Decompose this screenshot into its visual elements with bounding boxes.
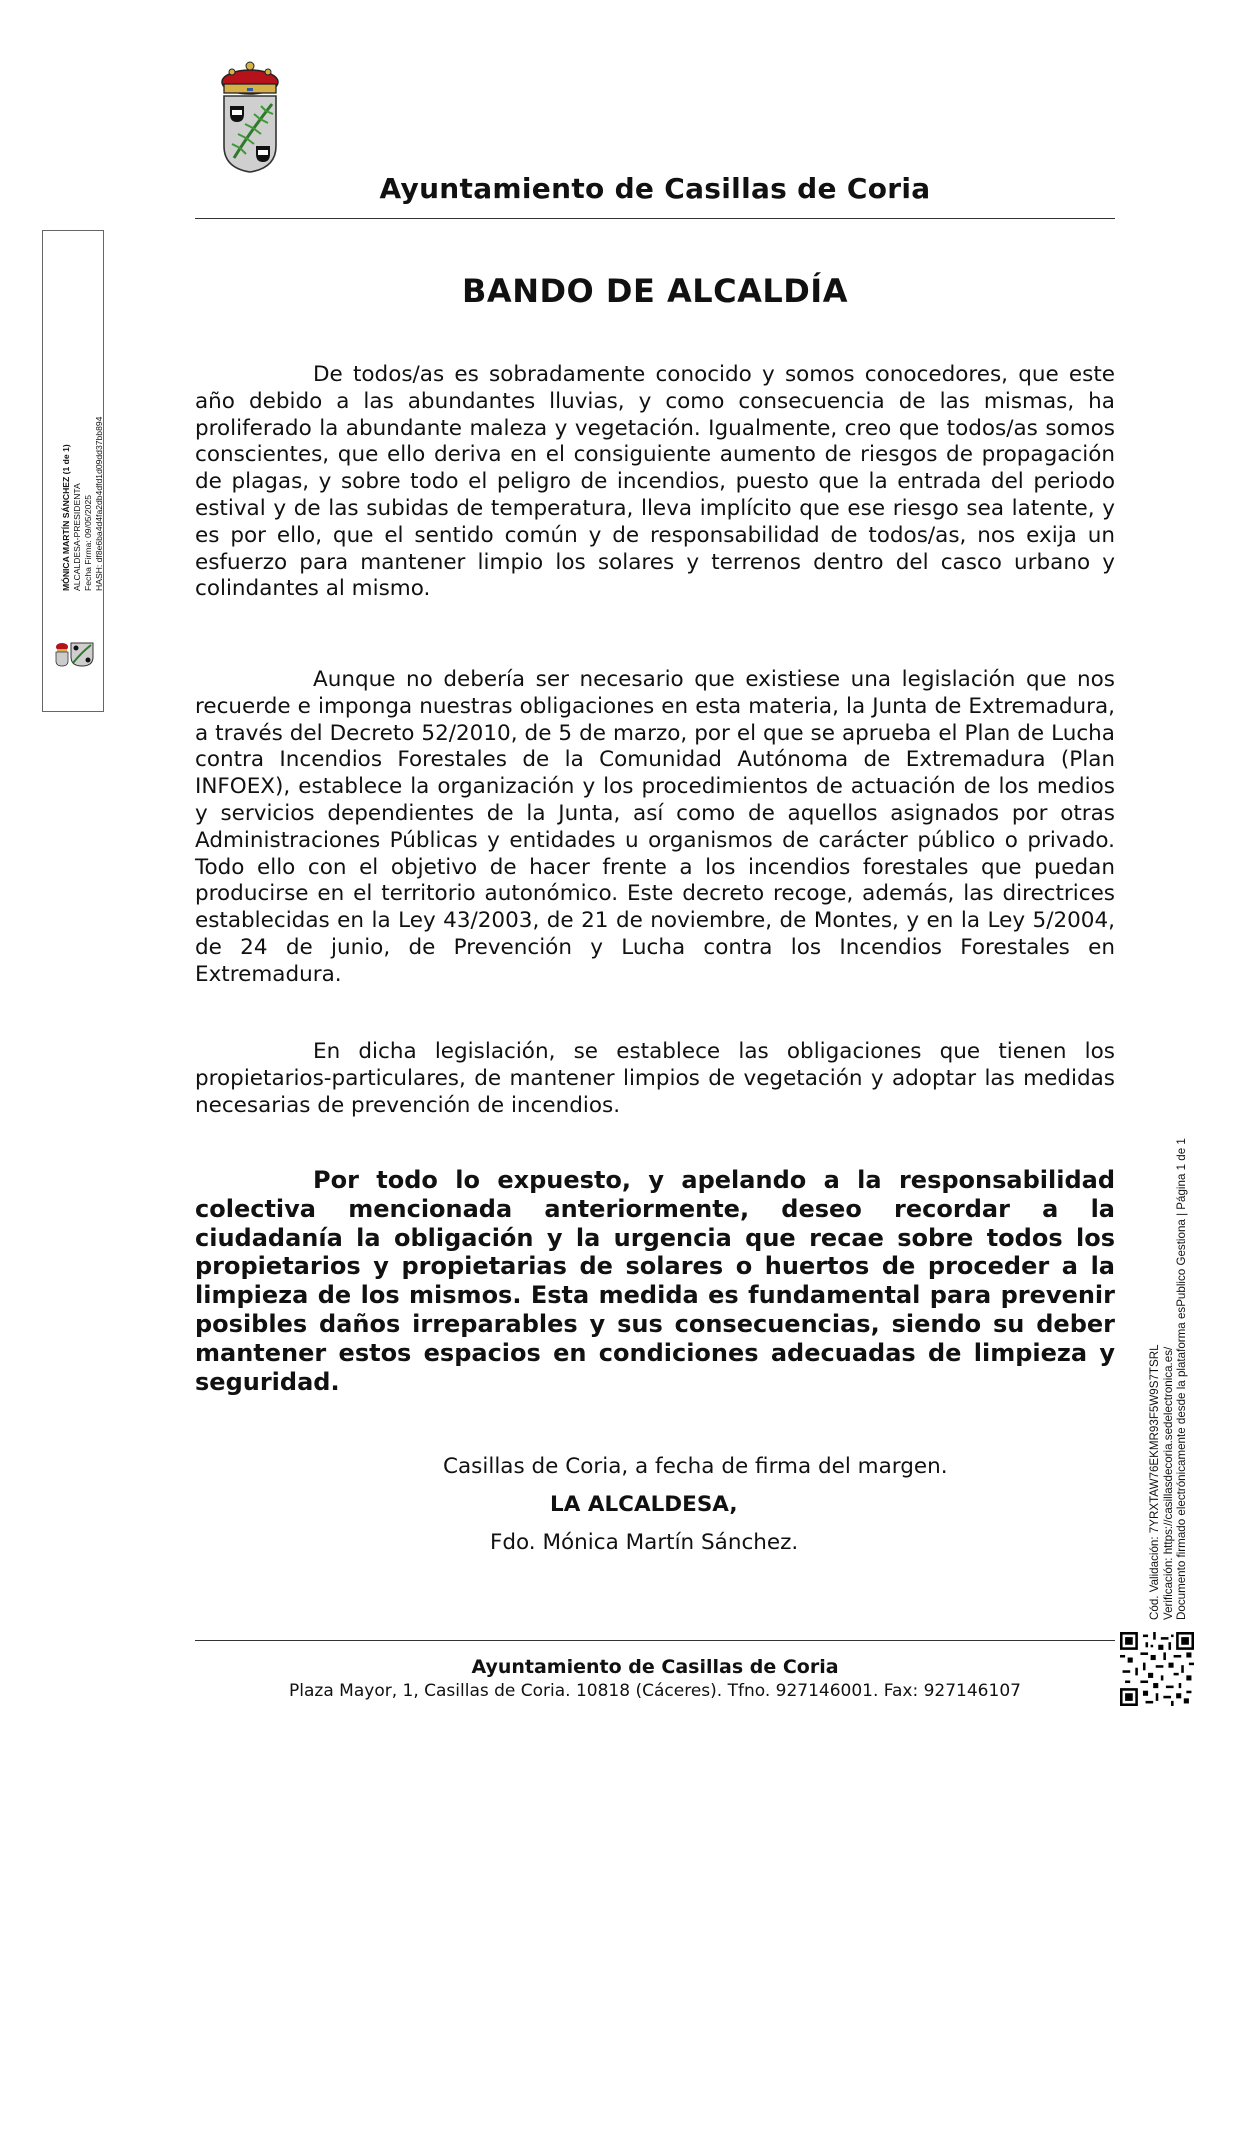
document-title: BANDO DE ALCALDÍA [462,272,848,310]
stamp-role: ALCALDESA-PRESIDENTA [72,483,82,591]
footer-address: Plaza Mayor, 1, Casillas de Coria. 10818 (Cáceres). Tfno. 927146001. Fax: 927146107 [289,1681,1021,1701]
stamp-date: Fecha Firma: 09/05/2025 [83,494,93,591]
stamp-signer: MÓNICA MARTÍN SÁNCHEZ (1 de 1) [61,444,71,591]
body-paragraph-4: Por todo lo expuesto, y apelando a la responsabilidad colectiva mencionada anteriormente, deseo recordar a la ciudadanía la obligación y la urgencia que recae sobre todos los propietarios y propietarias de solares o huertos de proceder a la limpieza de los mismos. Esta medida es fundamental para prevenir posibles daños irreparables y sus consecuencias, siendo su deber mantener estos espacios en condiciones adecuadas de limpieza y seguridad. [195,1166,1115,1396]
mini-crest-icon [53,637,95,667]
verification-code: Cód. Validación: 7YRXTAW76EKMR93F5W9S7TSRL [1148,1344,1161,1620]
stamp-hash: HASH: df8e6ba4d4fa2db4dfd1d09dd37bb894 [94,416,104,591]
organization-header: Ayuntamiento de Casillas de Coria [379,172,931,205]
footer-divider [195,1640,1115,1641]
signature-role: LA ALCALDESA, [550,1492,738,1517]
header-divider [195,218,1115,219]
body-paragraph-3: En dicha legislación, se establece las obligaciones que tienen los propietarios-particulares, de mantener limpios de vegetación y adoptar las medidas necesarias de prevención de incendios. [195,1039,1115,1118]
footer-organization: Ayuntamiento de Casillas de Coria [471,1656,839,1678]
municipal-crest-icon [218,60,282,176]
body-paragraph-1: De todos/as es sobradamente conocido y somos conocedores, que este año debido a las abundantes lluvias, y como consecuencia de las mismas, ha proliferado la abundante maleza y vegetación. Igualmente, creo que todos/as somos conscientes, que ello deriva en el consiguiente aumento de riesgos de propagación de plagas, y sobre todo el peligro de incendios, puesto que la entrada del periodo estival y de las subidas de temperatura, lleva implícito que ese riesgo sea latente, y es por ello, que el sentido común y de responsabilidad de todos/as, nos exija un esfuerzo para mantener limpio los solares y terrenos dentro del casco urbano y colindantes al mismo. [195,362,1115,602]
qr-code-icon[interactable] [1120,1632,1194,1706]
signature-stamp-box [42,230,104,712]
verification-url[interactable]: Verificación: https://casillasdecoria.sedelectronica.es/ [1161,1346,1175,1620]
signature-place-date: Casillas de Coria, a fecha de firma del margen. [443,1454,948,1479]
verification-note: Documento firmado electrónicamente desde la plataforma esPublico Gestiona | Página 1 de 1 [1175,1138,1188,1620]
body-paragraph-2: Aunque no debería ser necesario que existiese una legislación que nos recuerde e imponga nuestras obligaciones en esta materia, la Junta de Extremadura, a través del Decreto 52/2010, de 5 de marzo, por el que se aprueba el Plan de Lucha contra Incendios Forestales de la Comunidad Autónoma de Extremadura (Plan INFOEX), establece la organización y los procedimientos de actuación de los medios y servicios dependientes de la Junta, así como de aquellos asignados por otras Administraciones Públicas y entidades u organismos de carácter público o privado. Todo ello con el objetivo de hacer frente a los incendios forestales que puedan producirse en el territorio autonómico. Este decreto recoge, además, las directrices establecidas en la Ley 43/2003, de 21 de noviembre, de Montes, y en la Ley 5/2004, de 24 de junio, de Prevención y Lucha contra los Incendios Forestales en Extremadura. [195,667,1115,987]
signature-name: Fdo. Mónica Martín Sánchez. [490,1530,799,1555]
